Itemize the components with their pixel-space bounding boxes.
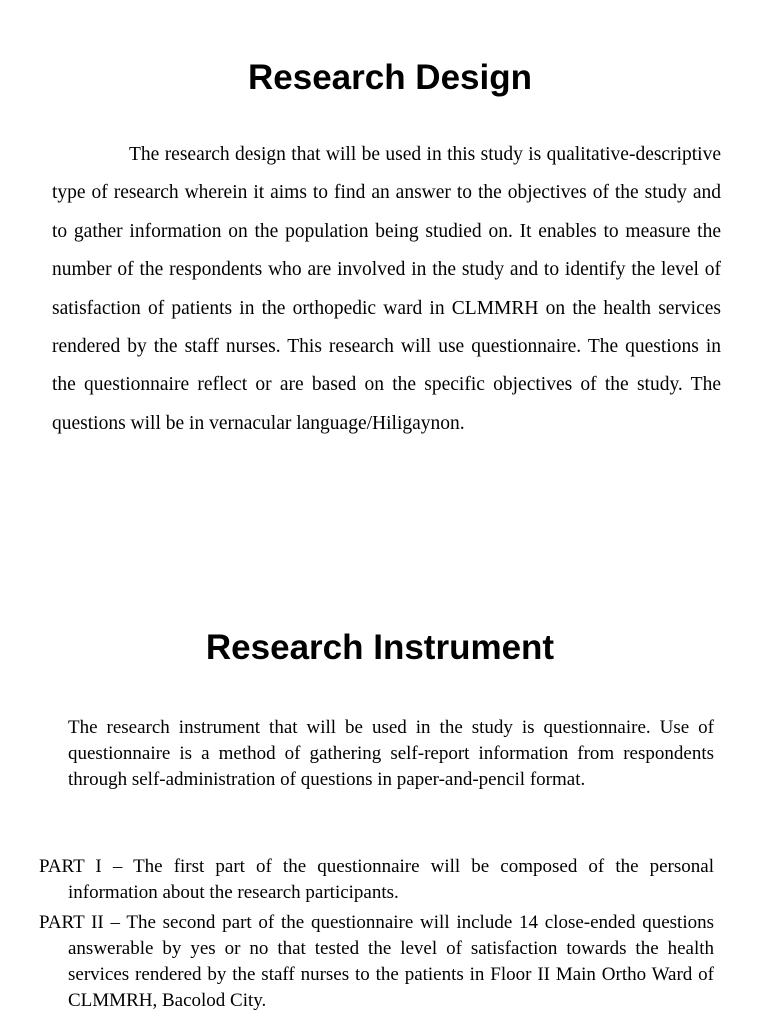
research-design-paragraph: The research design that will be used in this study is qualitative-descriptive type of research wherein it aims to find an answer to the objectives of the study and to gather information on the population being studied on. It enables to measure the number of the respondents who are involved in the study and to identify the level of satisfaction of patients in the orthopedic ward in CLMMRH on the health services rendered by the staff nurses. This research will use questionnaire. The questions in the questionnaire reflect or are based on the specific objectives of the study. The questions will be in vernacular language/Hiligaynon. xyxy=(52,144,721,434)
research-instrument-heading: Research Instrument xyxy=(205,628,555,667)
questionnaire-part-2: PART II – The second part of the questionnaire will include 14 close-ended questions answerable by yes or no that tested the level of satisfaction towards the health services rendered by the staff nurses to the patients in Floor II Main Ortho Ward of CLMMRH, Bacolod City. xyxy=(39,912,714,1011)
research-design-heading: Research Design xyxy=(247,58,533,97)
research-instrument-paragraph: The research instrument that will be used in the study is questionnaire. Use of questionnaire is a method of gathering self-report information from respondents through self-administration of questions in paper-and-pencil format. xyxy=(68,717,714,790)
questionnaire-part-1: PART I – The first part of the questionnaire will be composed of the personal information about the research participants. xyxy=(39,856,714,903)
